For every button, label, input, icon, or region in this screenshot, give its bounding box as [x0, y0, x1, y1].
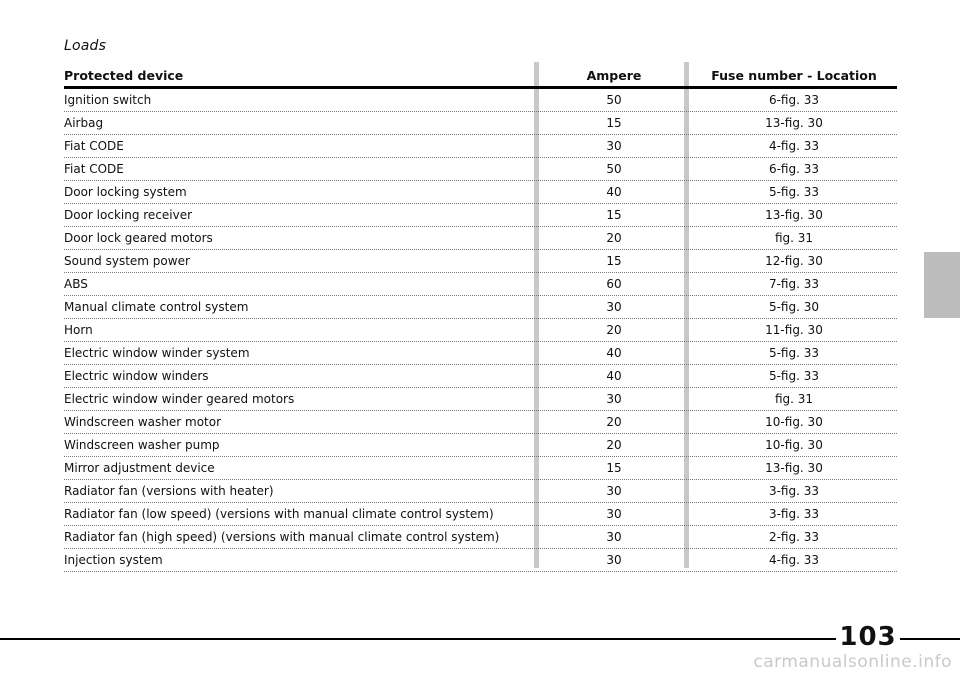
cell-fuse-location: 5-fig. 30: [768, 300, 820, 314]
cell-device: Door lock geared motors: [64, 231, 213, 245]
cell-ampere: 30: [606, 530, 622, 544]
cell-device: Ignition switch: [64, 93, 152, 107]
cell-device: Fiat CODE: [64, 162, 124, 176]
cell-fuse-location: 7-fig. 33: [768, 277, 820, 291]
table-row: [64, 227, 897, 250]
cell-device: Radiator fan (versions with heater): [64, 484, 274, 498]
table-header: [64, 66, 897, 86]
cell-fuse-location: 6-fig. 33: [768, 93, 820, 107]
table-row: [64, 388, 897, 411]
footer-rule-right: [900, 638, 960, 640]
cell-ampere: 15: [606, 254, 622, 268]
cell-fuse-location: 5-fig. 33: [768, 369, 820, 383]
cell-device: Fiat CODE: [64, 139, 124, 153]
cell-device: Mirror adjustment device: [64, 461, 215, 475]
cell-fuse-location: 13-fig. 30: [765, 116, 823, 130]
cell-ampere: 20: [606, 438, 622, 452]
cell-fuse-location: 2-fig. 33: [768, 530, 820, 544]
cell-fuse-location: 13-fig. 30: [765, 208, 823, 222]
cell-fuse-location: fig. 31: [774, 231, 814, 245]
cell-device: Sound system power: [64, 254, 190, 268]
watermark: carmanualsonline.info: [753, 652, 952, 672]
page-number: 103: [836, 622, 900, 652]
cell-fuse-location: fig. 31: [774, 392, 814, 406]
cell-ampere: 60: [606, 277, 622, 291]
cell-fuse-location: 3-fig. 33: [768, 484, 820, 498]
table-row: [64, 112, 897, 135]
table-row: [64, 549, 897, 572]
table-row: [64, 480, 897, 503]
header-protected-device: Protected device: [64, 68, 184, 83]
table-row: [64, 181, 897, 204]
cell-device: Manual climate control system: [64, 300, 249, 314]
table-row: [64, 365, 897, 388]
cell-ampere: 50: [606, 93, 622, 107]
table-row: [64, 158, 897, 181]
cell-device: Electric window winders: [64, 369, 209, 383]
cell-ampere: 50: [606, 162, 622, 176]
cell-device: ABS: [64, 277, 88, 291]
table-row: [64, 526, 897, 549]
header-fuse-location: Fuse number - Location: [711, 68, 877, 83]
cell-device: Radiator fan (low speed) (versions with manual climate control system): [64, 507, 494, 521]
footer-rule-left: [0, 638, 836, 640]
cell-fuse-location: 13-fig. 30: [765, 461, 823, 475]
cell-ampere: 15: [606, 461, 622, 475]
cell-device: Airbag: [64, 116, 104, 130]
cell-ampere: 30: [606, 300, 622, 314]
cell-device: Horn: [64, 323, 93, 337]
cell-ampere: 30: [606, 484, 622, 498]
cell-device: Windscreen washer motor: [64, 415, 222, 429]
cell-ampere: 15: [606, 208, 622, 222]
cell-ampere: 30: [606, 553, 622, 567]
cell-ampere: 40: [606, 346, 622, 360]
cell-fuse-location: 6-fig. 33: [768, 162, 820, 176]
table-row: [64, 135, 897, 158]
cell-ampere: 30: [606, 392, 622, 406]
cell-ampere: 20: [606, 323, 622, 337]
table-row: [64, 457, 897, 480]
table-row: [64, 411, 897, 434]
cell-device: Door locking system: [64, 185, 187, 199]
cell-ampere: 15: [606, 116, 622, 130]
table-row: [64, 342, 897, 365]
table-row: [64, 250, 897, 273]
cell-device: Electric window winder system: [64, 346, 250, 360]
side-tab-marker: [924, 252, 960, 318]
cell-ampere: 30: [606, 139, 622, 153]
cell-device: Radiator fan (high speed) (versions with manual climate control system): [64, 530, 500, 544]
cell-ampere: 20: [606, 415, 622, 429]
cell-device: Electric window winder geared motors: [64, 392, 295, 406]
cell-ampere: 40: [606, 369, 622, 383]
table-row: [64, 503, 897, 526]
table-row: [64, 434, 897, 457]
cell-ampere: 20: [606, 231, 622, 245]
table-row: [64, 89, 897, 112]
cell-fuse-location: 11-fig. 30: [765, 323, 823, 337]
section-title: Loads: [64, 38, 107, 54]
header-ampere: Ampere: [586, 68, 642, 83]
cell-device: Windscreen washer pump: [64, 438, 220, 452]
cell-fuse-location: 3-fig. 33: [768, 507, 820, 521]
table-row: [64, 296, 897, 319]
cell-fuse-location: 5-fig. 33: [768, 185, 820, 199]
cell-fuse-location: 4-fig. 33: [768, 139, 820, 153]
table-row: [64, 319, 897, 342]
cell-ampere: 30: [606, 507, 622, 521]
cell-fuse-location: 12-fig. 30: [765, 254, 823, 268]
cell-device: Injection system: [64, 553, 163, 567]
table-row: [64, 273, 897, 296]
cell-fuse-location: 10-fig. 30: [765, 438, 823, 452]
cell-fuse-location: 10-fig. 30: [765, 415, 823, 429]
table-body: [64, 89, 897, 572]
cell-fuse-location: 4-fig. 33: [768, 553, 820, 567]
cell-fuse-location: 5-fig. 33: [768, 346, 820, 360]
cell-ampere: 40: [606, 185, 622, 199]
cell-device: Door locking receiver: [64, 208, 193, 222]
table-row: [64, 204, 897, 227]
